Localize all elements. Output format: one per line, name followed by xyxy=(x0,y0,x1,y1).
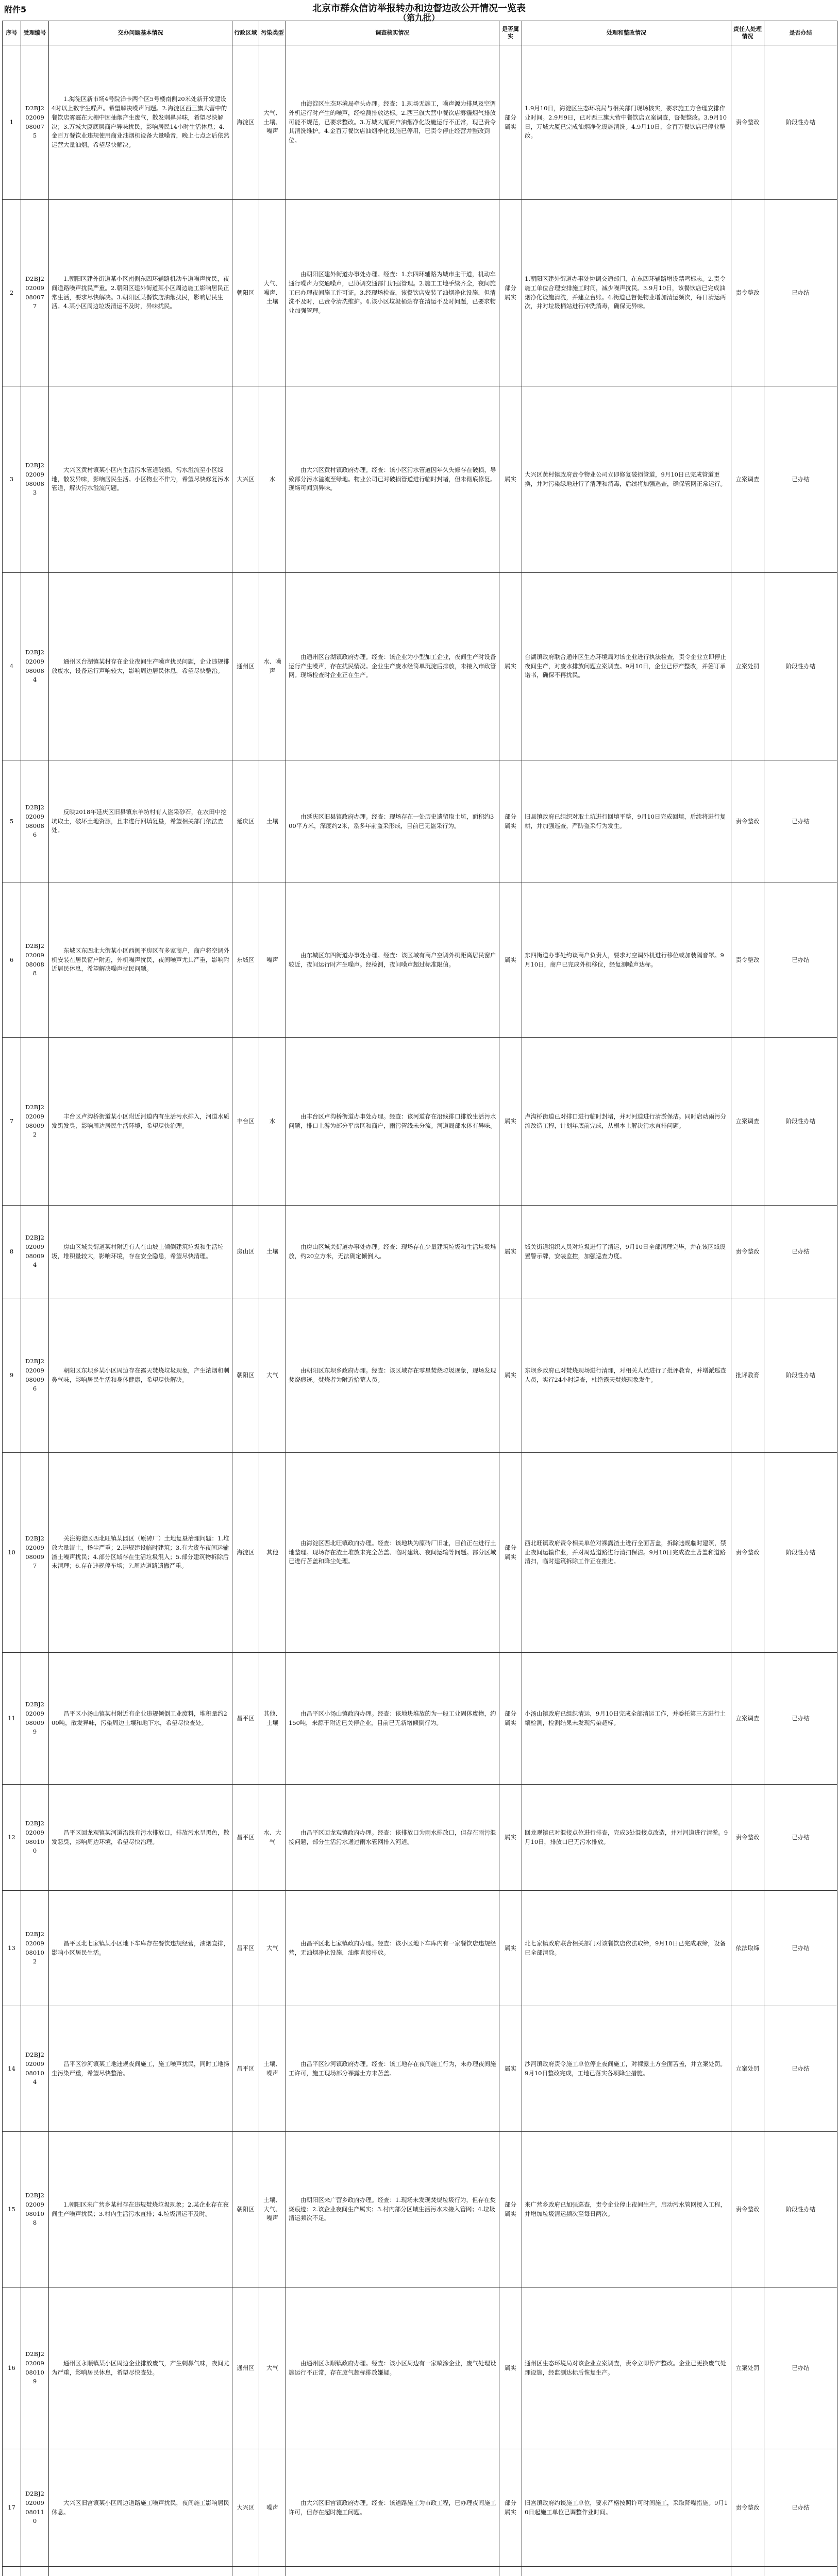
cell-district: 朝阳区 xyxy=(232,2132,259,2287)
cell-closed: 阶段性办结 xyxy=(764,1453,837,1653)
cell-type: 大气、噪声、土壤 xyxy=(259,200,286,386)
cell-issue: 昌平区沙河镇某工地违规夜间施工，施工噪声扰民，同时工地扬尘污染严重，希望尽快整治。 xyxy=(49,2006,232,2132)
cell-code xyxy=(21,2567,49,2576)
col-header-no: 序号 xyxy=(3,21,21,45)
cell-district: 延庆区 xyxy=(232,760,259,883)
cell-code: D2BJ202009080102 xyxy=(21,1891,49,2006)
cell-responsible: 责令整改 xyxy=(731,45,764,200)
cell-district: 大兴区 xyxy=(232,2449,259,2567)
cell-code: D2BJ202009080083 xyxy=(21,386,49,573)
cell-responsible: 立案处罚 xyxy=(731,2006,764,2132)
cell-handling: 通州区生态环境局对该企业立案调查，责令立即停产整改。企业已更换废气处理设施，经监测达标后恢复生产。 xyxy=(522,2287,731,2449)
cell-issue: 朝阳区东坝乡某小区周边存在露天焚烧垃圾现象，产生浓烟和刺鼻气味，影响居民生活和身体健康，希望尽快解决。 xyxy=(49,1298,232,1453)
cell-type: 大气、土壤、噪声 xyxy=(259,45,286,200)
cell-handling: 东坝乡政府已对焚烧现场进行清理，对相关人员进行了批评教育，并增派巡查人员，实行24小时巡查，杜绝露天焚烧现象发生。 xyxy=(522,1298,731,1453)
cell-responsible: 责令整改 xyxy=(731,2132,764,2287)
table-row xyxy=(3,386,837,573)
cell-issue: 1.海淀区新市场4号院洋卡两个区5号楼南侧20米处新开发建设4时以上数字生噪声。希望解决噪声问题。2.海淀区西三旗大营中的餐饮店雾霾在大棚中因抽烟产生废气，散发刺鼻异味，希望尽快解决；3.万城大厦底层商户异味扰民，影响居民14小时生活休息；4.金百万餐饮业违规使用商业油烟机设备大量噪音，晚上七点之后依然运营大量油烟，希望尽快解决。 xyxy=(49,45,232,200)
table-row xyxy=(3,200,837,386)
table-row xyxy=(3,1891,837,2006)
table-row xyxy=(3,1206,837,1298)
cell-closed: 已办结 xyxy=(764,1653,837,1785)
cell-district: 通州区 xyxy=(232,573,259,760)
cell-issue: 东城区东四北大街某小区西侧平房区有多家商户，商户将空调外机安装在居民窗户附近，外机噪声扰民，夜间噪声尤其严重，影响附近居民休息，希望解决噪声扰民问题。 xyxy=(49,883,232,1038)
document-title: 北京市群众信访举报转办和边督边改公开情况一览表 xyxy=(312,3,526,14)
cell-issue: 大兴区黄村镇某小区内生活污水管道破损，污水溢流至小区绿地，散发异味，影响居民生活。小区物业不作为，希望尽快修复污水管道，解决污水溢流问题。 xyxy=(49,386,232,573)
cell-no: 5 xyxy=(3,760,21,883)
cell-investigation: 由通州区台湖镇政府办理。经查：该企业为小型加工企业，夜间生产时设备运行产生噪声，存在扰民情况。企业生产废水经简单沉淀后排放，未接入市政管网。现场检查时企业正在生产。 xyxy=(286,573,499,760)
cell-responsible: 立案调查 xyxy=(731,1038,764,1206)
cell-code: D2BJ202009080100 xyxy=(21,1785,49,1891)
cell-no: 7 xyxy=(3,1038,21,1206)
cell-responsible: 依法取缔 xyxy=(731,1891,764,2006)
cell-type: 水、大气 xyxy=(259,1785,286,1891)
cell-investigation: 由房山区城关街道办事处办理。经查：现场存在少量建筑垃圾和生活垃圾堆放，约20立方米，无法确定倾倒人。 xyxy=(286,1206,499,1298)
cell-responsible: 立案处罚 xyxy=(731,573,764,760)
cell-issue: 昌平区北七家镇某小区地下车库存在餐饮违规经营，油烟直排，影响小区居民生活。 xyxy=(49,1891,232,2006)
cell-code: D2BJ202009080096 xyxy=(21,1298,49,1453)
cell-investigation: 由昌平区小汤山镇政府办理。经查：该地块堆放的为一般工业固体废物，约150吨，来源于附近已关停企业，目前已无新增倾倒行为。 xyxy=(286,1653,499,1785)
cell-closed: 阶段性办结 xyxy=(764,45,837,200)
cell-type: 水 xyxy=(259,1038,286,1206)
document-subtitle: （第九批） xyxy=(398,13,440,23)
table-row xyxy=(3,2006,837,2132)
cell-investigation: 由昌平区北七家镇政府办理。经查：该小区地下车库内有一家餐饮店违规经营，无油烟净化设施，油烟直接排放。 xyxy=(286,1891,499,2006)
table-row xyxy=(3,2132,837,2287)
cell-type: 水 xyxy=(259,386,286,573)
cell-code: D2BJ202009080110 xyxy=(21,2449,49,2567)
cell-district xyxy=(232,2567,259,2576)
cell-no: 15 xyxy=(3,2132,21,2287)
cell-issue: 昌平区回龙观镇某河道沿线有污水排放口，排放污水呈黑色，散发恶臭，影响周边环境，希望尽快治理。 xyxy=(49,1785,232,1891)
table-row xyxy=(3,1453,837,1653)
cell-type: 土壤、大气、噪声 xyxy=(259,2132,286,2287)
cell-handling: 大兴区黄村镇政府责令物业公司立即修复破损管道，9月10日已完成管道更换，并对污染绿地进行了清理和消毒，后续将加强巡查，确保管网正常运行。 xyxy=(522,386,731,573)
cell-responsible: 责令整改 xyxy=(731,200,764,386)
document-header xyxy=(1,0,837,21)
cell-district: 海淀区 xyxy=(232,1453,259,1653)
cell-type: 大气 xyxy=(259,1891,286,2006)
cell-closed: 已办结 xyxy=(764,2006,837,2132)
cell-district: 东城区 xyxy=(232,883,259,1038)
cell-issue: 1.朝阳区来广营乡某村存在违规焚烧垃圾现象；2.某企业存在夜间生产噪声扰民；3.村内生活污水直排；4.垃圾清运不及时。 xyxy=(49,2132,232,2287)
cell-code: D2BJ202009080077 xyxy=(21,200,49,386)
cell-responsible: 责令整改 xyxy=(731,760,764,883)
cell-issue: 反映2018年延庆区旧县镇东羊坊村有人盗采砂石，在农田中挖坑取土，破坏土地资源，且未进行回填复垦，希望相关部门依法查处。 xyxy=(49,760,232,883)
cell-verified: 属实 xyxy=(499,2006,522,2132)
cell-investigation: 由昌平区沙河镇政府办理。经查：该工地存在夜间施工行为，未办理夜间施工许可，施工现场部分裸露土方未苫盖。 xyxy=(286,2006,499,2132)
table-body xyxy=(3,45,837,2576)
table-row xyxy=(3,2449,837,2567)
table-row xyxy=(3,573,837,760)
cell-no: 4 xyxy=(3,573,21,760)
cell-investigation: 由延庆区旧县镇政府办理。经查：现场存在一处历史遗留取土坑，面积约300平方米，深度约2米，系多年前盗采形成，目前已无盗采行为。 xyxy=(286,760,499,883)
table-header-row xyxy=(3,21,837,45)
table-row xyxy=(3,760,837,883)
cell-responsible: 责令整改 xyxy=(731,2449,764,2567)
cell-no: 6 xyxy=(3,883,21,1038)
cell-verified: 部分属实 xyxy=(499,1653,522,1785)
cell-no: 11 xyxy=(3,1653,21,1785)
cell-closed: 已办结 xyxy=(764,883,837,1038)
cell-code: D2BJ202009080104 xyxy=(21,2006,49,2132)
table-row xyxy=(3,883,837,1038)
cell-verified: 属实 xyxy=(499,1206,522,1298)
cell-handling xyxy=(522,2567,731,2576)
cell-verified: 属实 xyxy=(499,883,522,1038)
col-header-type: 污染类型 xyxy=(259,21,286,45)
cell-handling: 沙河镇政府责令施工单位停止夜间施工，对裸露土方全面苫盖，并立案处罚。9月10日整改完成，工地已落实各项降尘措施。 xyxy=(522,2006,731,2132)
cell-closed: 阶段性办结 xyxy=(764,1038,837,1206)
cell-investigation: 由朝阳区建外街道办事处办理。经查：1.东四环辅路为城市主干道，机动车通行噪声为交通噪声，已协调交通部门加强管理。2.施工工地手续齐全，夜间施工已办理夜间施工许可证。3.经现场检查，该餐饮店安装了油烟净化设施，但清洗不及时，已责令清洗维护。4.该小区垃圾桶站存在清运不及时问题，已要求物业加强管理。 xyxy=(286,200,499,386)
cell-responsible: 责令整改 xyxy=(731,883,764,1038)
cell-investigation: 由昌平区回龙观镇政府办理。经查：该排放口为雨水排放口，但存在雨污混接问题，部分生活污水通过雨水管网排入河道。 xyxy=(286,1785,499,1891)
cell-verified: 属实 xyxy=(499,386,522,573)
cell-handling: 旧县镇政府已组织对取土坑进行回填平整，9月10日完成回填，后续将进行复耕，并加强巡查，严防盗采行为发生。 xyxy=(522,760,731,883)
cell-type: 土壤、噪声 xyxy=(259,2006,286,2132)
cell-investigation xyxy=(286,2567,499,2576)
cell-code: D2BJ202009080108 xyxy=(21,2132,49,2287)
cell-handling: 来广营乡政府已加强巡查，责令企业停止夜间生产，启动污水管网接入工程，并增加垃圾清运频次至每日两次。 xyxy=(522,2132,731,2287)
cell-code: D2BJ202009080099 xyxy=(21,1653,49,1785)
cell-code: D2BJ202009080088 xyxy=(21,883,49,1038)
cell-no: 13 xyxy=(3,1891,21,2006)
cell-closed: 已办结 xyxy=(764,1206,837,1298)
cell-no: 10 xyxy=(3,1453,21,1653)
cell-type: 其他、土壤 xyxy=(259,1653,286,1785)
cell-type: 水、噪声 xyxy=(259,573,286,760)
cell-closed: 已办结 xyxy=(764,1891,837,2006)
cell-verified: 部分属实 xyxy=(499,2132,522,2287)
cell-district: 大兴区 xyxy=(232,386,259,573)
cell-investigation: 由海淀区西北旺镇政府办理。经查：该地块为原砖厂旧址，目前正在进行土地整理。现场存在渣土堆放未完全苫盖、临时建筑、夜间运输等问题。部分区域已进行苫盖和降尘处理。 xyxy=(286,1453,499,1653)
attachment-label: 附件5 xyxy=(4,5,27,14)
cell-district: 海淀区 xyxy=(232,45,259,200)
table-row xyxy=(3,2567,837,2576)
cell-verified: 部分属实 xyxy=(499,1453,522,1653)
cell-responsible: 责令整改 xyxy=(731,1206,764,1298)
cell-code: D2BJ202009080084 xyxy=(21,573,49,760)
cell-closed xyxy=(764,2567,837,2576)
cell-investigation: 由大兴区旧宫镇政府办理。经查：该道路施工为市政工程，已办理夜间施工许可，但存在超时施工问题。 xyxy=(286,2449,499,2567)
cell-closed: 已办结 xyxy=(764,1785,837,1891)
cell-no: 14 xyxy=(3,2006,21,2132)
cell-closed: 阶段性办结 xyxy=(764,1298,837,1453)
cell-verified: 属实 xyxy=(499,1891,522,2006)
cell-no: 12 xyxy=(3,1785,21,1891)
cell-closed: 阶段性办结 xyxy=(764,2132,837,2287)
cell-handling: 回龙观镇已对混接点位进行排查，完成3处混接点改造，并对河道进行清淤。9月10日，排放口已无污水排放。 xyxy=(522,1785,731,1891)
cell-verified xyxy=(499,2567,522,2576)
cell-no: 9 xyxy=(3,1298,21,1453)
col-header-verified: 是否属实 xyxy=(499,21,522,45)
cell-verified: 部分属实 xyxy=(499,200,522,386)
cell-investigation: 由朝阳区东坝乡政府办理。经查：该区域存在零星焚烧垃圾现象，现场发现焚烧痕迹。焚烧者为附近拾荒人员。 xyxy=(286,1298,499,1453)
col-header-issue: 交办问题基本情况 xyxy=(49,21,232,45)
table-row xyxy=(3,1298,837,1453)
cell-issue: 通州区台湖镇某村存在企业夜间生产噪声扰民问题，企业违规排放废水，设备运行声响较大，影响周边居民休息，希望尽快整治。 xyxy=(49,573,232,760)
cell-issue: 丰台区卢沟桥街道某小区附近河道内有生活污水排入，河道水质发黑发臭，影响周边居民生活环境，希望尽快治理。 xyxy=(49,1038,232,1206)
cell-handling: 城关街道组织人员对垃圾进行了清运，9月10日全部清理完毕，并在该区域设置警示牌，安装监控，加强巡查力度。 xyxy=(522,1206,731,1298)
cell-no: 2 xyxy=(3,200,21,386)
cell-closed: 已办结 xyxy=(764,2449,837,2567)
cell-type xyxy=(259,2567,286,2576)
table-row xyxy=(3,1038,837,1206)
cell-no: 1 xyxy=(3,45,21,200)
cell-no: 8 xyxy=(3,1206,21,1298)
cell-handling: 1.朝阳区建外街道办事处协调交通部门，在东四环辅路增设禁鸣标志。2.责令施工单位合理安排施工时间，减少噪声扰民。3.9月10日，该餐饮店已完成油烟净化设施清洗，并建立台账。4.街道已督促物业增加清运频次，每日清运两次，并对垃圾桶站进行冲洗消毒，确保无异味。 xyxy=(522,200,731,386)
cell-responsible: 立案调查 xyxy=(731,1653,764,1785)
cell-handling: 北七家镇政府联合相关部门对该餐饮店依法取缔，9月10日已完成取缔，设备已全部清除。 xyxy=(522,1891,731,2006)
cell-no: 16 xyxy=(3,2287,21,2449)
cell-district: 房山区 xyxy=(232,1206,259,1298)
cell-district: 丰台区 xyxy=(232,1038,259,1206)
cell-district: 昌平区 xyxy=(232,2006,259,2132)
table-row xyxy=(3,45,837,200)
cell-responsible: 立案调查 xyxy=(731,386,764,573)
col-header-code: 受理编号 xyxy=(21,21,49,45)
cell-type: 噪声 xyxy=(259,2449,286,2567)
cell-type: 其他 xyxy=(259,1453,286,1653)
cell-issue: 通州区永顺镇某小区周边企业排放废气，产生刺鼻气味，夜间尤为严重，影响居民休息，希望尽快查处。 xyxy=(49,2287,232,2449)
cell-verified: 属实 xyxy=(499,1785,522,1891)
cell-closed: 已办结 xyxy=(764,760,837,883)
cell-type: 大气 xyxy=(259,2287,286,2449)
col-header-district: 行政区域 xyxy=(232,21,259,45)
cell-handling: 卢沟桥街道已对排口进行临时封堵，并对河道进行清淤保洁。同时启动雨污分流改造工程，计划年底前完成，从根本上解决污水直排问题。 xyxy=(522,1038,731,1206)
cell-investigation: 由朝阳区来广营乡政府办理。经查：1.现场未发现焚烧垃圾行为，但存在焚烧痕迹；2.该企业夜间生产属实；3.村内部分区域生活污水未接入管网；4.垃圾清运频次不足。 xyxy=(286,2132,499,2287)
complaint-table xyxy=(2,21,837,2576)
cell-verified: 属实 xyxy=(499,2287,522,2449)
cell-issue: 昌平区小汤山镇某村附近有企业违规倾倒工业废料，堆积量约200吨，散发异味，污染周边土壤和地下水，希望尽快查处。 xyxy=(49,1653,232,1785)
cell-investigation: 由大兴区黄村镇政府办理。经查：该小区污水管道因年久失修存在破损，导致部分污水溢流至绿地。物业公司已对破损管道进行临时封堵，但未彻底修复。现场可闻到异味。 xyxy=(286,386,499,573)
table-row xyxy=(3,1653,837,1785)
cell-handling: 西北旺镇政府责令相关单位对裸露渣土进行全面苫盖，拆除违规临时建筑，禁止夜间运输作业，并对周边道路进行清扫保洁。9月10日完成渣土苫盖和道路清扫，临时建筑拆除工作正在推进。 xyxy=(522,1453,731,1653)
cell-district: 通州区 xyxy=(232,2287,259,2449)
cell-issue: 1.朝阳区建外街道某小区南侧东四环辅路机动车道噪声扰民，夜间道路噪声扰民严重。2.朝阳区建外街道某小区周边施工影响居民正常生活，要求尽快解决。3.朝阳区某餐饮店油烟扰民，影响居民生活。4.某小区周边垃圾清运不及时，异味扰民。 xyxy=(49,200,232,386)
cell-investigation: 由丰台区卢沟桥街道办事处办理。经查：该河道存在沿线排口排放生活污水问题，排口上游为部分平房区和商户，雨污管线未分流。河道局部水体有异味。 xyxy=(286,1038,499,1206)
cell-district: 朝阳区 xyxy=(232,1298,259,1453)
cell-responsible: 责令整改 xyxy=(731,1785,764,1891)
cell-responsible: 立案处罚 xyxy=(731,2287,764,2449)
cell-closed: 已办结 xyxy=(764,386,837,573)
cell-code: D2BJ202009080097 xyxy=(21,1453,49,1653)
cell-handling: 小汤山镇政府已组织清运，9月10日完成全部清运工作，并委托第三方进行土壤检测，检测结果未发现污染超标。 xyxy=(522,1653,731,1785)
col-header-investigation: 调查核实情况 xyxy=(286,21,499,45)
cell-district: 朝阳区 xyxy=(232,200,259,386)
cell-type: 土壤 xyxy=(259,1206,286,1298)
cell-handling: 台湖镇政府联合通州区生态环境局对该企业进行执法检查，责令企业立即停止夜间生产，对废水排放问题立案调查。9月10日，企业已停产整改，并签订承诺书，确保不再扰民。 xyxy=(522,573,731,760)
table-row xyxy=(3,1785,837,1891)
cell-verified: 部分属实 xyxy=(499,760,522,883)
cell-investigation: 由东城区东四街道办事处办理。经查：该区域有商户空调外机距离居民窗户较近，夜间运行时产生噪声。经检测，夜间噪声超过标准限值。 xyxy=(286,883,499,1038)
cell-closed: 已办结 xyxy=(764,2287,837,2449)
cell-responsible xyxy=(731,2567,764,2576)
cell-handling: 1.9月10日，海淀区生态环境局与相关部门现场核实，要求施工方合理安排作业时间。2.9月9日，已对西三旗大营中餐饮店立案调查，督促整改。3.9月10日，万城大厦已完成油烟净化设施清洗。4.9月10日，金百万餐饮店已停业整改。 xyxy=(522,45,731,200)
cell-no: 17 xyxy=(3,2449,21,2567)
cell-issue: 房山区城关街道某村附近有人在山坡上倾倒建筑垃圾和生活垃圾，堆积量较大，影响环境，存在安全隐患，希望尽快清理。 xyxy=(49,1206,232,1298)
cell-verified: 属实 xyxy=(499,573,522,760)
cell-verified: 部分属实 xyxy=(499,2449,522,2567)
cell-closed: 已办结 xyxy=(764,200,837,386)
cell-verified: 属实 xyxy=(499,1038,522,1206)
col-header-handling: 处理和整改情况 xyxy=(522,21,731,45)
cell-district: 昌平区 xyxy=(232,1891,259,2006)
cell-district: 昌平区 xyxy=(232,1653,259,1785)
cell-issue: 关注海淀区西北旺镇某园区（原砖厂）土地复垦治理问题：1.堆放大量渣土，扬尘严重；2.违规建设临时建筑；3.有大货车夜间运输渣土噪声扰民；4.部分区域存在生活垃圾混入；5.部分建筑物拆除后未清理；6.存在违规停车场；7.周边道路遗撒严重。 xyxy=(49,1453,232,1653)
cell-issue: 大兴区旧宫镇某小区周边道路施工噪声扰民，夜间施工影响居民休息。 xyxy=(49,2449,232,2567)
col-header-responsible: 责任人处理情况 xyxy=(731,21,764,45)
cell-district: 昌平区 xyxy=(232,1785,259,1891)
cell-responsible: 责令整改 xyxy=(731,1453,764,1653)
cell-code: D2BJ202009080094 xyxy=(21,1206,49,1298)
cell-issue xyxy=(49,2567,232,2576)
cell-type: 噪声 xyxy=(259,883,286,1038)
cell-code: D2BJ202009080075 xyxy=(21,45,49,200)
cell-type: 土壤 xyxy=(259,760,286,883)
cell-type: 大气 xyxy=(259,1298,286,1453)
cell-verified: 部分属实 xyxy=(499,45,522,200)
cell-no: 3 xyxy=(3,386,21,573)
cell-handling: 旧宫镇政府约谈施工单位，要求严格按照许可时间施工，采取降噪措施。9月10日起施工单位已调整作业时间。 xyxy=(522,2449,731,2567)
cell-code: D2BJ202009080086 xyxy=(21,760,49,883)
cell-no xyxy=(3,2567,21,2576)
cell-closed: 阶段性办结 xyxy=(764,573,837,760)
cell-code: D2BJ202009080092 xyxy=(21,1038,49,1206)
cell-investigation: 由海淀区生态环境局牵头办理。经查：1.现场无施工，噪声源为排风及空调外机运行时产生的噪声，经检测排放达标。2.西三旗大营中餐饮店雾霾烟气排放可能不规范，已要求整改。3.万城大厦商户油烟净化设施运行不正常，现已责令其清洗维护。4.金百万餐饮店油烟净化设施已停用，已责令停止经营并整改到位。 xyxy=(286,45,499,200)
col-header-closed: 是否办结 xyxy=(764,21,837,45)
cell-verified: 属实 xyxy=(499,1298,522,1453)
cell-investigation: 由通州区永顺镇政府办理。经查：该小区周边有一家喷涂企业，废气处理设施运行不正常，存在废气超标排放嫌疑。 xyxy=(286,2287,499,2449)
cell-responsible: 批评教育 xyxy=(731,1298,764,1453)
cell-code: D2BJ202009080109 xyxy=(21,2287,49,2449)
cell-handling: 东四街道办事处约谈商户负责人，要求对空调外机进行移位或加装隔音罩。9月10日，商户已完成外机移位，经复测噪声达标。 xyxy=(522,883,731,1038)
table-row xyxy=(3,2287,837,2449)
